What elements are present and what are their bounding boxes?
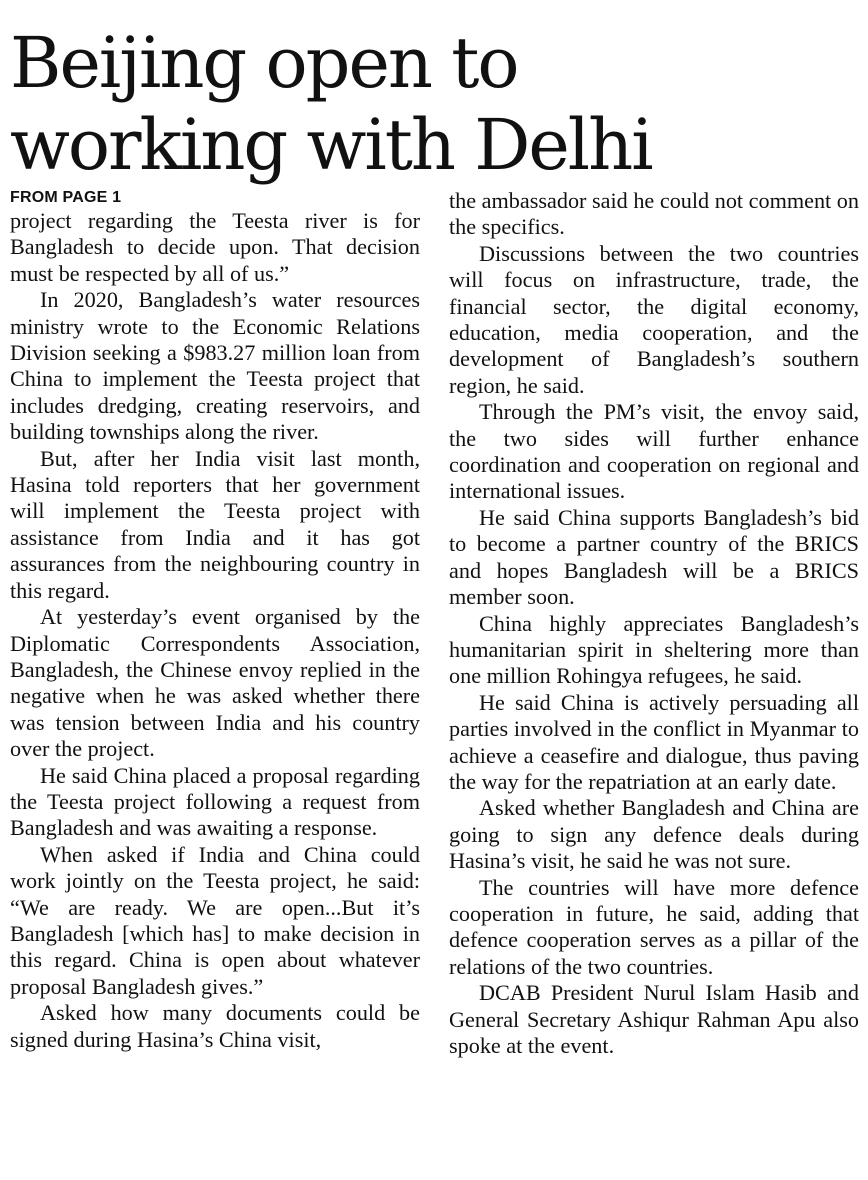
- paragraph: The countries will have more defence cooperation in future, he said, adding that defence cooperation serves as a pillar of the relations of the two countries.: [449, 874, 859, 979]
- paragraph: the ambassador said he could not comment on the specifics.: [449, 188, 859, 240]
- paragraph: At yesterday’s event organised by the Diplomatic Correspondents Association, Bangladesh, the Chinese envoy replied in the negative when he was asked whether there was tension between India and his country over the project.: [10, 604, 420, 762]
- jump-line: FROM PAGE 1: [10, 189, 122, 206]
- article-column-left: [10, 188, 420, 1053]
- paragraph: He said China supports Bangladesh’s bid to become a partner country of the BRICS and hopes Bangladesh will be a BRICS member soon.: [449, 504, 859, 610]
- paragraph: Discussions between the two countries will focus on infrastructure, trade, the financial sector, the digital economy, education, media cooperation, and the development of Bangladesh’s southern region, he said.: [449, 240, 859, 398]
- headline-line-1: Beijing open to: [10, 22, 518, 104]
- paragraph: In 2020, Bangladesh’s water resources ministry wrote to the Economic Relations Division seeking a $983.27 million loan from China to implement the Teesta project that includes dredging, creating reservoirs, and building townships along the river.: [10, 287, 420, 445]
- paragraph: He said China is actively persuading all parties involved in the conflict in Myanmar to achieve a ceasefire and dialogue, thus paving the way for the repatriation at an early date.: [449, 689, 859, 794]
- headline: [10, 22, 860, 186]
- paragraph: China highly appreciates Bangladesh’s humanitarian spirit in sheltering more than one million Rohingya refugees, he said.: [449, 610, 859, 689]
- paragraph: DCAB President Nurul Islam Hasib and General Secretary Ashiqur Rahman Apu also spoke at the event.: [449, 980, 859, 1058]
- paragraph: Asked how many documents could be signed during Hasina’s China visit,: [10, 1000, 420, 1052]
- paragraph: But, after her India visit last month, Hasina told reporters that her government will implement the Teesta project with assistance from India and it has got assurances from the neighbouring country in this regard.: [10, 445, 420, 603]
- paragraph: When asked if India and China could work jointly on the Teesta project, he said: “We are ready. We are open...But it’s Bangladesh [which has] to make decision in this regard. China is open about whatever proposal Bangladesh gives.”: [10, 841, 420, 999]
- article-column-right: [449, 188, 859, 1059]
- paragraph: He said China placed a proposal regarding the Teesta project following a request from Bangladesh and was awaiting a response.: [10, 762, 420, 841]
- paragraph: Asked whether Bangladesh and China are going to sign any defence deals during Hasina’s visit, he said he was not sure.: [449, 795, 859, 874]
- paragraph: project regarding the Teesta river is for Bangladesh to decide upon. That decision must be respected by all of us.”: [10, 208, 420, 286]
- headline-line-2: working with Delhi: [10, 104, 652, 186]
- paragraph: Through the PM’s visit, the envoy said, the two sides will further enhance coordination and cooperation on regional and international issues.: [449, 399, 859, 504]
